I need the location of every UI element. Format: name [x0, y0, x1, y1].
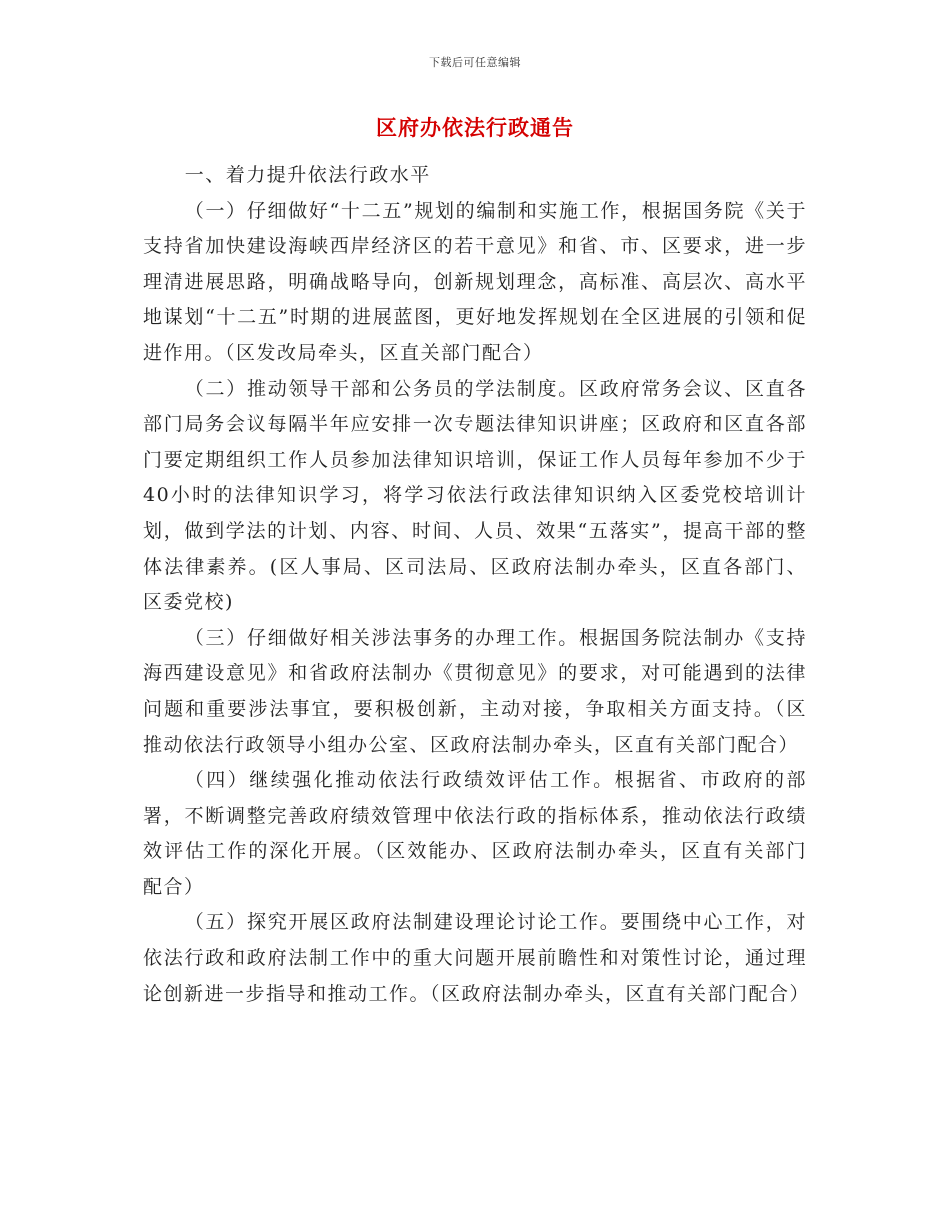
paragraph-1: （一）仔细做好“十二五”规划的编制和实施工作，根据国务院《关于支持省加快建设海峡西岸经济区的若干意见》和省、市、区要求，进一步理清进展思路，明确战略导向，创新规划理念，高标准、高层次、高水平地谋划“十二五”时期的进展蓝图，更好地发挥规划在全区进展的引领和促进作用。（区发改局牵头，区直关部门配合）: [143, 199, 807, 364]
section-heading: 一、着力提升依法行政水平: [184, 164, 431, 186]
header-note: 下载后可任意编辑: [429, 56, 521, 69]
paragraph-2: （二）推动领导干部和公务员的学法制度。区政府常务会议、区直各部门局务会议每隔半年应安排一次专题法律知识讲座；区政府和区直各部门要定期组织工作人员参加法律知识培训，保证工作人员每年参加不少于40小时的法律知识学习，将学习依法行政法律知识纳入区委党校培训计划，做到学法的计划、内容、时间、人员、效果“五落实”，提高干部的整体法律素养。(区人事局、区司法局、区政府法制办牵头，区直各部门、区委党校): [143, 377, 807, 614]
document-body: [143, 158, 811, 1012]
paragraph-4: （四）继续强化推动依法行政绩效评估工作。根据省、市政府的部署，不断调整完善政府绩效管理中依法行政的指标体系，推动依法行政绩效评估工作的深化开展。（区效能办、区政府法制办牵头，区直有关部门配合）: [143, 769, 807, 898]
paragraph-5: （五）探究开展区政府法制建设理论讨论工作。要围绕中心工作，对依法行政和政府法制工作中的重大问题开展前瞻性和对策性讨论，通过理论创新进一步指导和推动工作。（区政府法制办牵头，区直有关部门配合）: [143, 911, 811, 1005]
paragraph-3: （三）仔细做好相关涉法事务的办理工作。根据国务院法制办《支持海西建设意见》和省政府法制办《贯彻意见》的要求，对可能遇到的法律问题和重要涉法事宜，要积极创新，主动对接，争取相关方面支持。（区推动依法行政领导小组办公室、区政府法制办牵头，区直有关部门配合）: [143, 626, 807, 756]
document-title: 区府办依法行政通告: [376, 115, 574, 140]
